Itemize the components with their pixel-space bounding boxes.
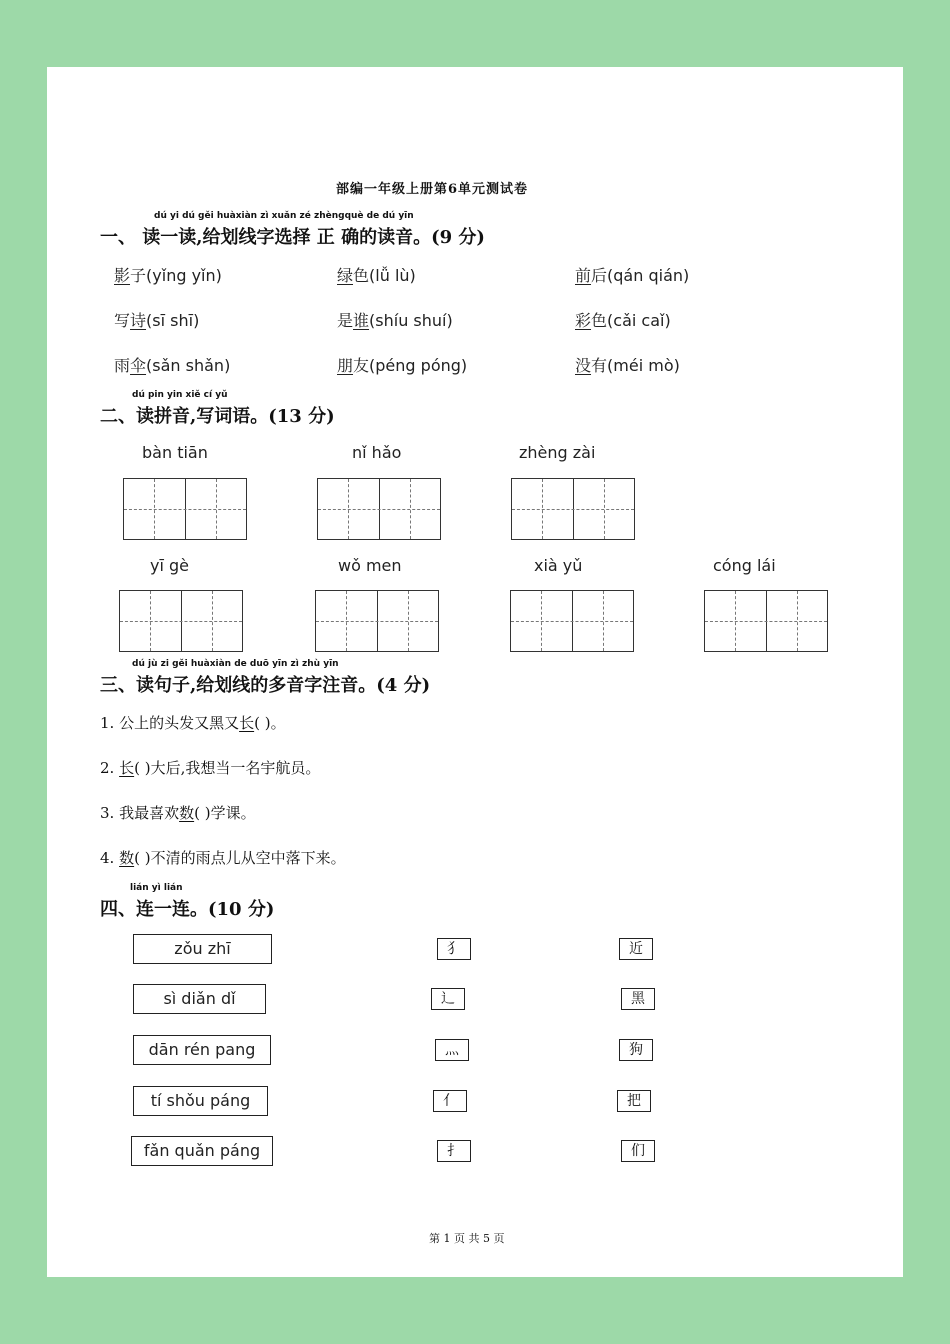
page-footer: 第 1 页 共 5 页	[429, 1232, 505, 1245]
underlined-char: 长	[239, 714, 255, 732]
character-box[interactable]: 狗	[619, 1039, 653, 1061]
section3-heading: 三、读句子,给划线的多音字注音。(4 分)	[100, 675, 431, 696]
pinyin-options[interactable]: (sǎn shǎn)	[146, 356, 231, 375]
reading-choice-item	[337, 353, 467, 376]
pinyin-box[interactable]: tí shǒu páng	[133, 1086, 268, 1116]
reading-choice-item	[337, 263, 416, 286]
word-suffix: 色	[353, 266, 370, 285]
writing-grid[interactable]	[119, 590, 243, 652]
sentence-start: 1. 公上的头发又黑又	[100, 714, 240, 732]
word-suffix: 友	[353, 356, 370, 375]
section3-pinyin-ruby: dú jù zi gěi huàxiàn de duō yīn zì zhù yīn	[132, 659, 339, 669]
sentence-rest[interactable]: ( )不清的雨点儿从空中落下来。	[134, 849, 346, 867]
page-title: 部编一年级上册第6单元测试卷	[336, 182, 529, 197]
section1-heading: 一、 读一读,给划线字选择 正 确的读音。(9 分)	[100, 227, 485, 248]
sentence-item	[100, 847, 346, 868]
writing-grid[interactable]	[704, 590, 828, 652]
underlined-char: 诗	[130, 311, 147, 330]
character-box[interactable]: 近	[619, 938, 653, 960]
writing-grid[interactable]	[123, 478, 247, 540]
reading-choice-item	[575, 263, 689, 286]
character-box[interactable]: 黑	[621, 988, 655, 1010]
underlined-char: 数	[119, 849, 135, 867]
reading-choice-item	[575, 308, 671, 331]
pinyin-options[interactable]: (cǎi caǐ)	[607, 311, 671, 330]
word-pinyin: xià yǔ	[534, 556, 583, 575]
underlined-char: 长	[119, 759, 135, 777]
pinyin-options[interactable]: (yǐng yǐn)	[146, 266, 222, 285]
character-box[interactable]: 们	[621, 1140, 655, 1162]
radical-box[interactable]: 扌	[437, 1140, 471, 1162]
sentence-rest[interactable]: ( )。	[254, 714, 286, 732]
reading-choice-item	[114, 263, 222, 286]
radical-box[interactable]: 犭	[437, 938, 471, 960]
sentence-item	[100, 757, 320, 778]
writing-grid[interactable]	[511, 478, 635, 540]
section2-pinyin-ruby: dú pin yin xiě cí yǔ	[132, 390, 228, 400]
word-prefix: 雨	[114, 356, 131, 375]
underlined-char: 谁	[353, 311, 370, 330]
underlined-char: 伞	[130, 356, 147, 375]
word-suffix: 后	[591, 266, 608, 285]
pinyin-options[interactable]: (qán qián)	[607, 266, 690, 285]
sentence-rest[interactable]: ( )学课。	[194, 804, 256, 822]
pinyin-options[interactable]: (sī shī)	[146, 311, 200, 330]
pinyin-options[interactable]: (shíu shuí)	[369, 311, 453, 330]
pinyin-box[interactable]: fǎn quǎn páng	[131, 1136, 273, 1166]
sentence-item	[100, 712, 286, 733]
writing-grid[interactable]	[510, 590, 634, 652]
pinyin-box[interactable]: dān rén pang	[133, 1035, 271, 1065]
writing-grid[interactable]	[315, 590, 439, 652]
sentence-item	[100, 802, 256, 823]
section4-heading: 四、连一连。(10 分)	[100, 899, 275, 920]
word-pinyin: bàn tiān	[142, 443, 208, 462]
reading-choice-item	[114, 308, 199, 331]
reading-choice-item	[575, 353, 680, 376]
underlined-char: 前	[575, 266, 592, 285]
word-suffix: 有	[591, 356, 608, 375]
pinyin-box[interactable]: sì diǎn dǐ	[133, 984, 266, 1014]
underlined-char: 影	[114, 266, 131, 285]
underlined-char: 彩	[575, 311, 592, 330]
worksheet-page	[47, 67, 903, 1277]
word-prefix: 写	[114, 311, 131, 330]
pinyin-options[interactable]: (péng póng)	[369, 356, 468, 375]
radical-box[interactable]: 灬	[435, 1039, 469, 1061]
word-pinyin: yī gè	[150, 556, 189, 575]
radical-box[interactable]: 亻	[433, 1090, 467, 1112]
underlined-char: 数	[179, 804, 195, 822]
pinyin-box[interactable]: zǒu zhī	[133, 934, 272, 964]
section1-pinyin-ruby: dú yi dú gěi huàxiàn zì xuǎn zé zhèngquè de dú yīn	[154, 211, 414, 221]
character-box[interactable]: 把	[617, 1090, 651, 1112]
word-pinyin: nǐ hǎo	[352, 443, 402, 462]
section4-pinyin-ruby: lián yì lián	[130, 883, 183, 893]
word-pinyin: wǒ men	[338, 556, 402, 575]
word-suffix: 色	[591, 311, 608, 330]
word-suffix: 子	[130, 266, 147, 285]
sentence-start: 4.	[100, 849, 120, 867]
underlined-char: 绿	[337, 266, 354, 285]
pinyin-options[interactable]: (lǚ lù)	[369, 266, 416, 285]
word-pinyin: zhèng zài	[519, 443, 596, 462]
reading-choice-item	[337, 308, 453, 331]
pinyin-options[interactable]: (méi mò)	[607, 356, 680, 375]
sentence-rest[interactable]: ( )大后,我想当一名宇航员。	[134, 759, 321, 777]
sentence-start: 2.	[100, 759, 120, 777]
sentence-start: 3. 我最喜欢	[100, 804, 180, 822]
section2-heading: 二、读拼音,写词语。(13 分)	[100, 406, 335, 427]
writing-grid[interactable]	[317, 478, 441, 540]
radical-box[interactable]: 辶	[431, 988, 465, 1010]
word-prefix: 是	[337, 311, 354, 330]
underlined-char: 没	[575, 356, 592, 375]
word-pinyin: cóng lái	[713, 556, 776, 575]
reading-choice-item	[114, 353, 230, 376]
underlined-char: 朋	[337, 356, 354, 375]
